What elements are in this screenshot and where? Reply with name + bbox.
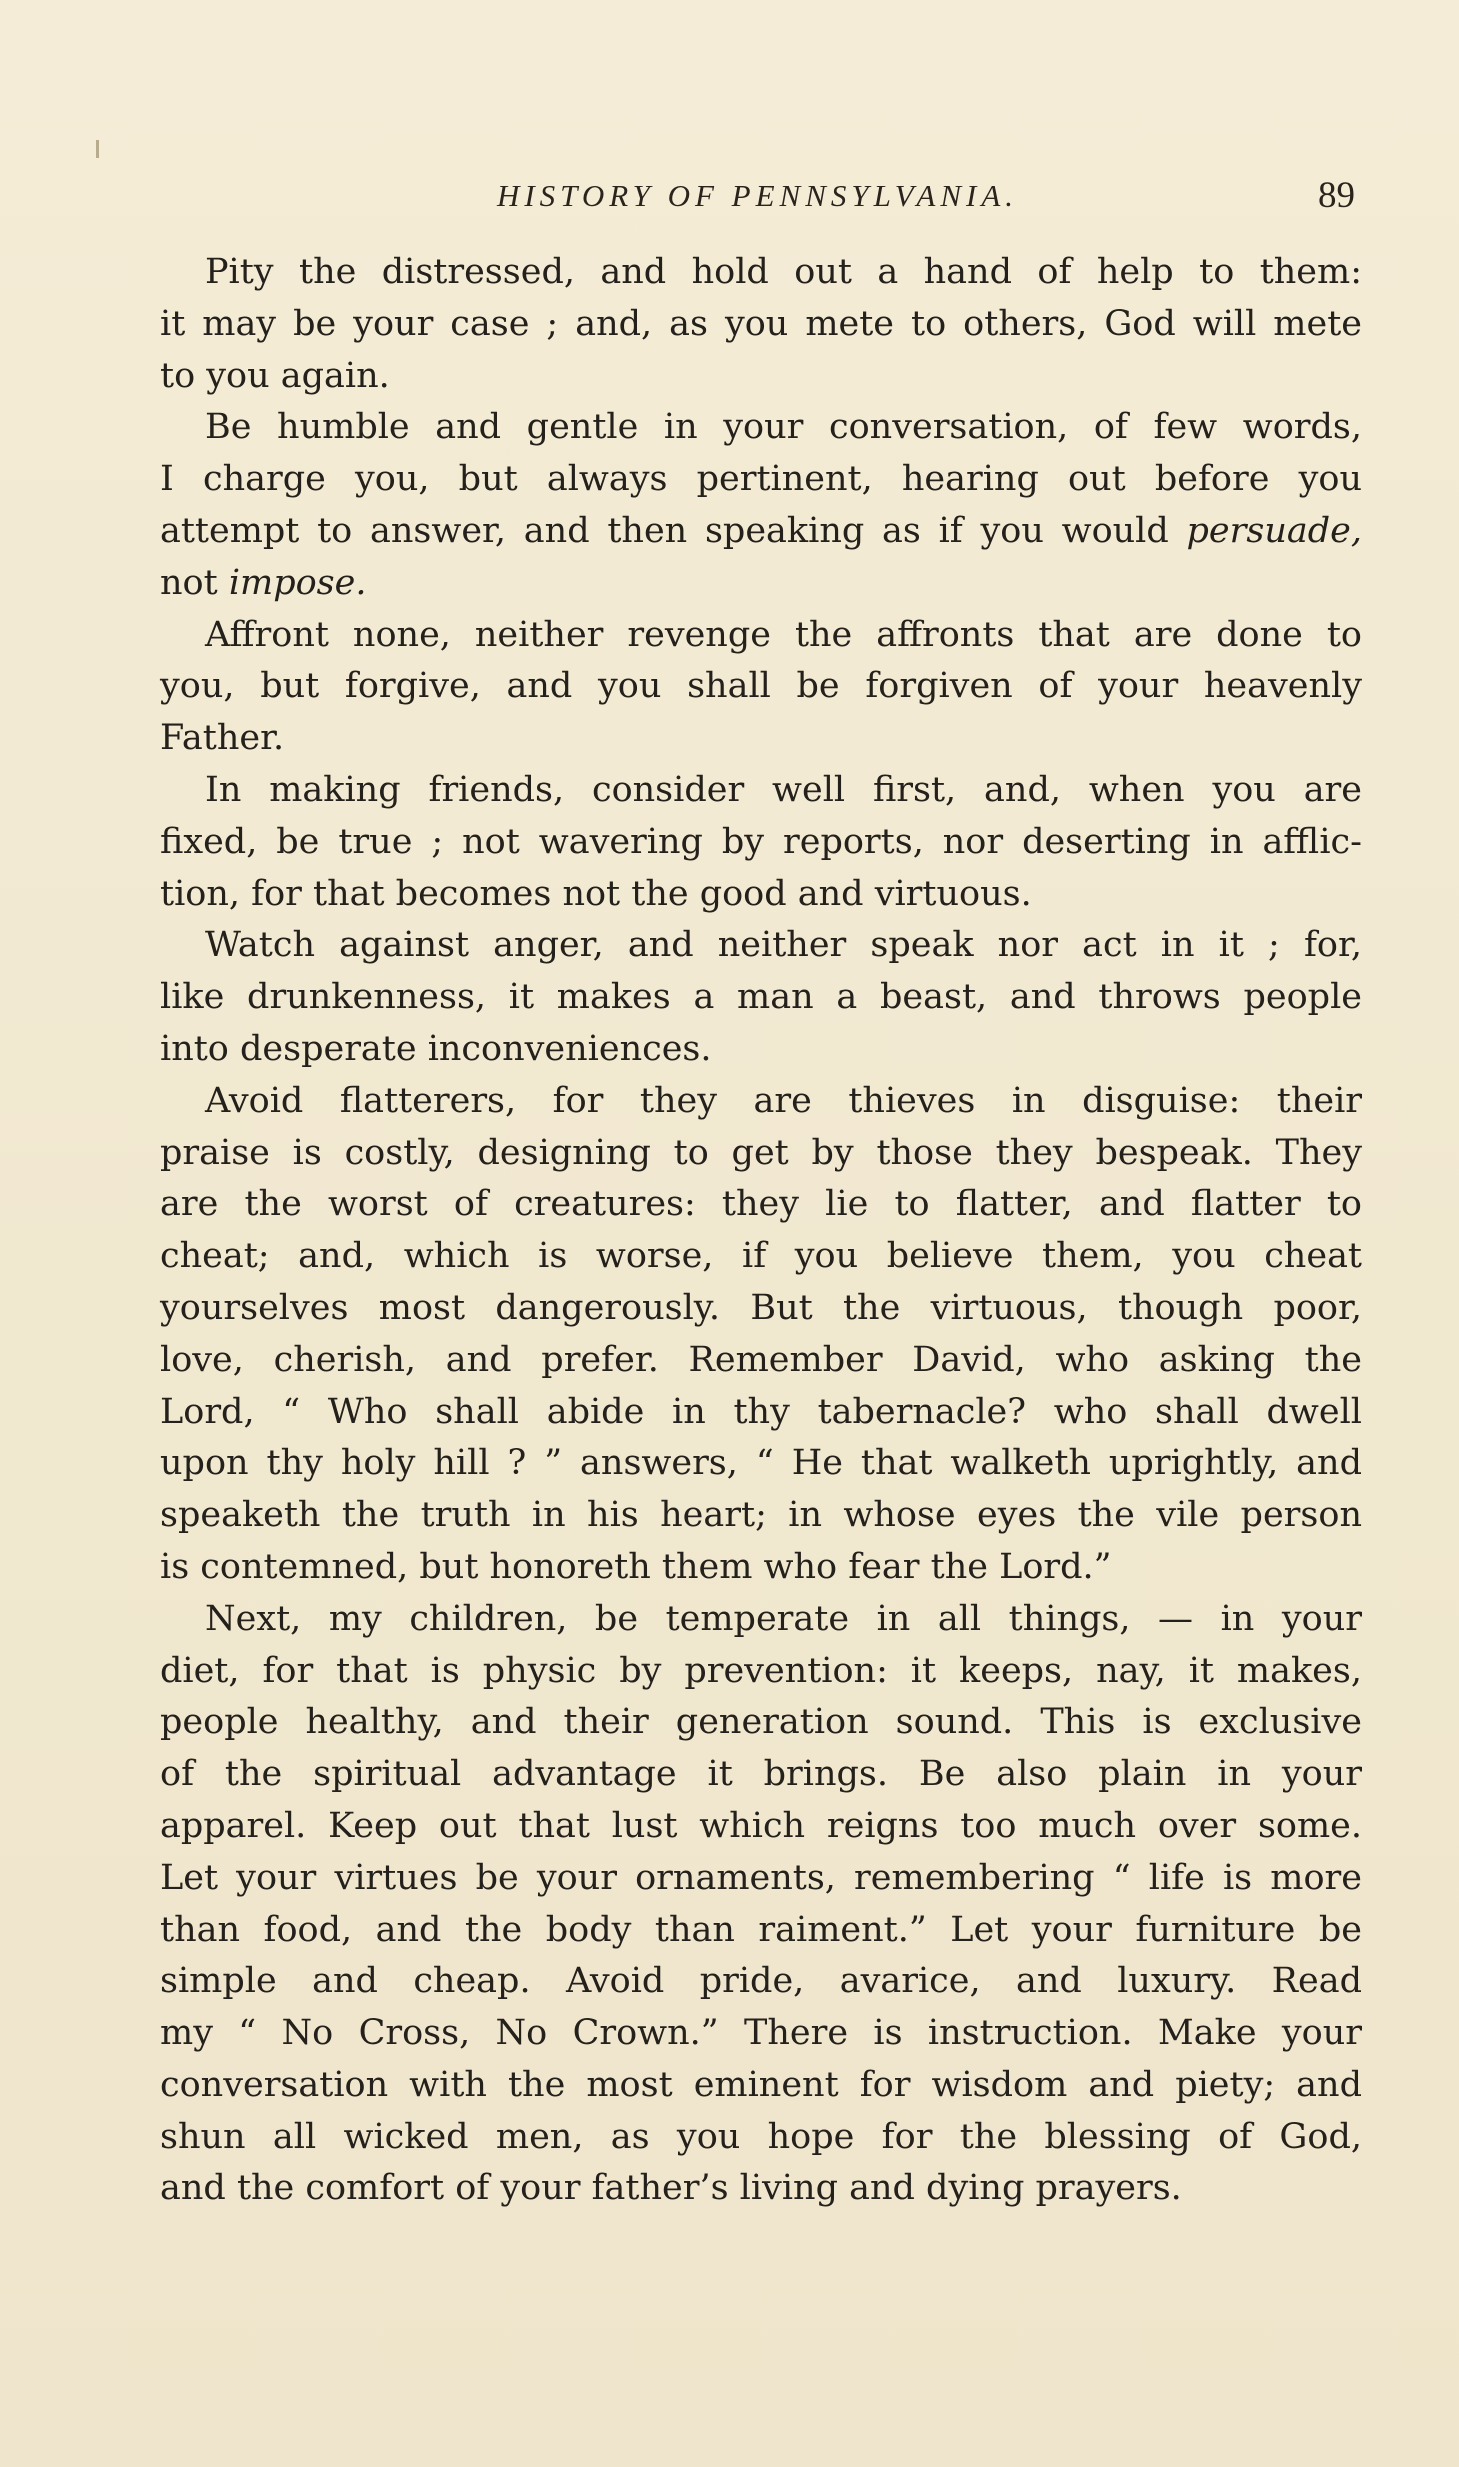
- text-line: of the spiritual advantage it brings. Be also plain in your: [160, 1754, 1362, 1795]
- text-line: I charge you, but always pertinent, hearing out before you: [160, 459, 1362, 500]
- text-run: attempt to answer, and then speaking as if you would: [160, 510, 1187, 551]
- text-line: yourselves most dangerously. But the virtuous, though poor,: [160, 1287, 1362, 1328]
- text-line: speaketh the truth in his heart; in whose eyes the vile person: [160, 1495, 1362, 1536]
- text-line: love, cherish, and prefer. Remember David, who asking the: [160, 1339, 1362, 1380]
- text-line: Next, my children, be temperate in all things, — in your: [205, 1598, 1362, 1639]
- text-line: fixed, be true ; not wavering by reports, nor deserting in afflic-: [160, 821, 1362, 862]
- text-run: not: [160, 562, 229, 603]
- text-line: simple and cheap. Avoid pride, avarice, and luxury. Read: [160, 1961, 1362, 2002]
- text-line: like drunkenness, it makes a man a beast, and throws people: [160, 977, 1362, 1018]
- text-line: Avoid flatterers, for they are thieves in disguise: their: [205, 1080, 1362, 1121]
- text-line: Father.: [160, 718, 285, 759]
- text-line: shun all wicked men, as you hope for the blessing of God,: [160, 2116, 1362, 2157]
- paragraph-flatterers: [160, 1076, 1362, 1594]
- text-line: Watch against anger, and neither speak nor act in it ; for,: [205, 925, 1362, 966]
- text-line: Let your virtues be your ornaments, remembering “ life is more: [160, 1857, 1362, 1898]
- text-line: is contemned, but honoreth them who fear the Lord.”: [160, 1546, 1112, 1587]
- page-header: [160, 170, 1355, 230]
- paragraph-anger: [160, 920, 1362, 1075]
- body-text: [160, 247, 1362, 2215]
- running-head: HISTORY OF PENNSYLVANIA.: [496, 178, 1019, 213]
- italic-word-impose: impose.: [228, 562, 367, 603]
- text-line: In making friends, consider well first, and, when you are: [205, 769, 1362, 810]
- page-blemish: [96, 140, 99, 158]
- text-line: are the worst of creatures: they lie to flatter, and flatter to: [160, 1184, 1362, 1225]
- text-line: [160, 558, 1362, 610]
- text-line: conversation with the most eminent for wisdom and piety; and: [160, 2064, 1362, 2105]
- text-line: tion, for that becomes not the good and virtuous.: [160, 873, 1032, 914]
- text-line: upon thy holy hill ? ” answers, “ He that walketh uprightly, and: [160, 1443, 1362, 1484]
- text-line: Be humble and gentle in your conversation, of few words,: [205, 407, 1362, 448]
- paragraph-humble: [160, 402, 1362, 609]
- text-line: people healthy, and their generation sound. This is exclusive: [160, 1702, 1362, 1743]
- text-line: diet, for that is physic by prevention: it keeps, nay, it makes,: [160, 1650, 1362, 1691]
- text-line: to you again.: [160, 355, 390, 396]
- text-line: apparel. Keep out that lust which reigns too much over some.: [160, 1805, 1362, 1846]
- paragraph-temperance: [160, 1594, 1362, 2216]
- paragraph-affront: [160, 610, 1362, 765]
- text-line: [160, 506, 1362, 558]
- text-line: into desperate inconveniences.: [160, 1028, 712, 1069]
- text-line: than food, and the body than raiment.” Let your furniture be: [160, 1909, 1362, 1950]
- text-line: praise is costly, designing to get by those they bespeak. They: [160, 1132, 1362, 1173]
- text-line: it may be your case ; and, as you mete to others, God will mete: [160, 303, 1362, 344]
- page-number: 89: [1318, 175, 1355, 216]
- paragraph-pity: [160, 247, 1362, 402]
- italic-word-persuade: persuade,: [1186, 510, 1362, 551]
- text-line: Lord, “ Who shall abide in thy tabernacle? who shall dwell: [160, 1391, 1362, 1432]
- paragraph-friends: [160, 765, 1362, 920]
- text-line: my “ No Cross, No Crown.” There is instruction. Make your: [160, 2013, 1362, 2054]
- text-line: you, but forgive, and you shall be forgiven of your heavenly: [160, 666, 1362, 707]
- text-line: Pity the distressed, and hold out a hand of help to them:: [205, 252, 1362, 292]
- text-line: cheat; and, which is worse, if you believe them, you cheat: [160, 1236, 1362, 1277]
- text-line: Affront none, neither revenge the affronts that are done to: [205, 614, 1362, 655]
- text-line: and the comfort of your father’s living and dying prayers.: [160, 2168, 1182, 2209]
